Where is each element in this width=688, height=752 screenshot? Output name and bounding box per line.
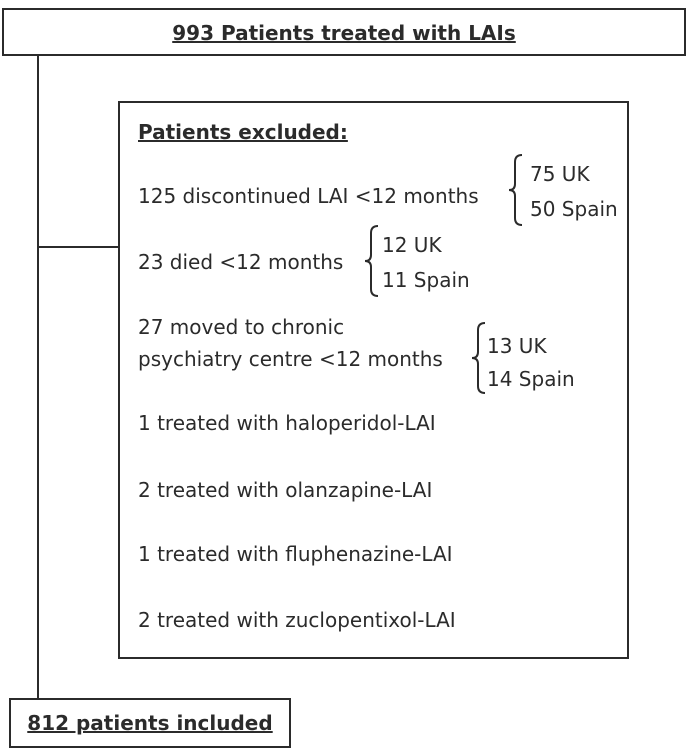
brace-icon: [471, 322, 487, 394]
excluded-moved-uk: 13 UK: [487, 334, 547, 358]
excluded-discontinued-spain: 50 Spain: [530, 197, 618, 221]
excluded-moved-label-line2: psychiatry centre <12 months: [138, 347, 443, 371]
flow-branch-line: [37, 246, 119, 248]
brace-icon: [508, 154, 524, 226]
excluded-fluphenazine: 1 treated with fluphenazine-LAI: [138, 542, 453, 566]
excluded-haloperidol: 1 treated with haloperidol-LAI: [138, 411, 436, 435]
total-patients-title: 993 Patients treated with LAIs: [172, 21, 516, 45]
total-patients-box: [2, 8, 686, 56]
excluded-patients-box: [118, 101, 629, 659]
excluded-heading: Patients excluded:: [138, 120, 348, 144]
included-patients-box: [9, 698, 291, 748]
excluded-moved-label-line1: 27 moved to chronic: [138, 315, 345, 339]
excluded-died-spain: 11 Spain: [382, 268, 470, 292]
excluded-zuclopentixol: 2 treated with zuclopentixol-LAI: [138, 608, 456, 632]
brace-icon: [364, 225, 380, 297]
excluded-discontinued-label: 125 discontinued LAI <12 months: [138, 184, 479, 208]
flow-vertical-line: [37, 56, 39, 700]
excluded-moved-spain: 14 Spain: [487, 367, 575, 391]
excluded-discontinued-uk: 75 UK: [530, 162, 590, 186]
excluded-olanzapine: 2 treated with olanzapine-LAI: [138, 478, 433, 502]
excluded-died-label: 23 died <12 months: [138, 250, 344, 274]
excluded-died-uk: 12 UK: [382, 233, 442, 257]
included-patients-title: 812 patients included: [27, 711, 273, 735]
